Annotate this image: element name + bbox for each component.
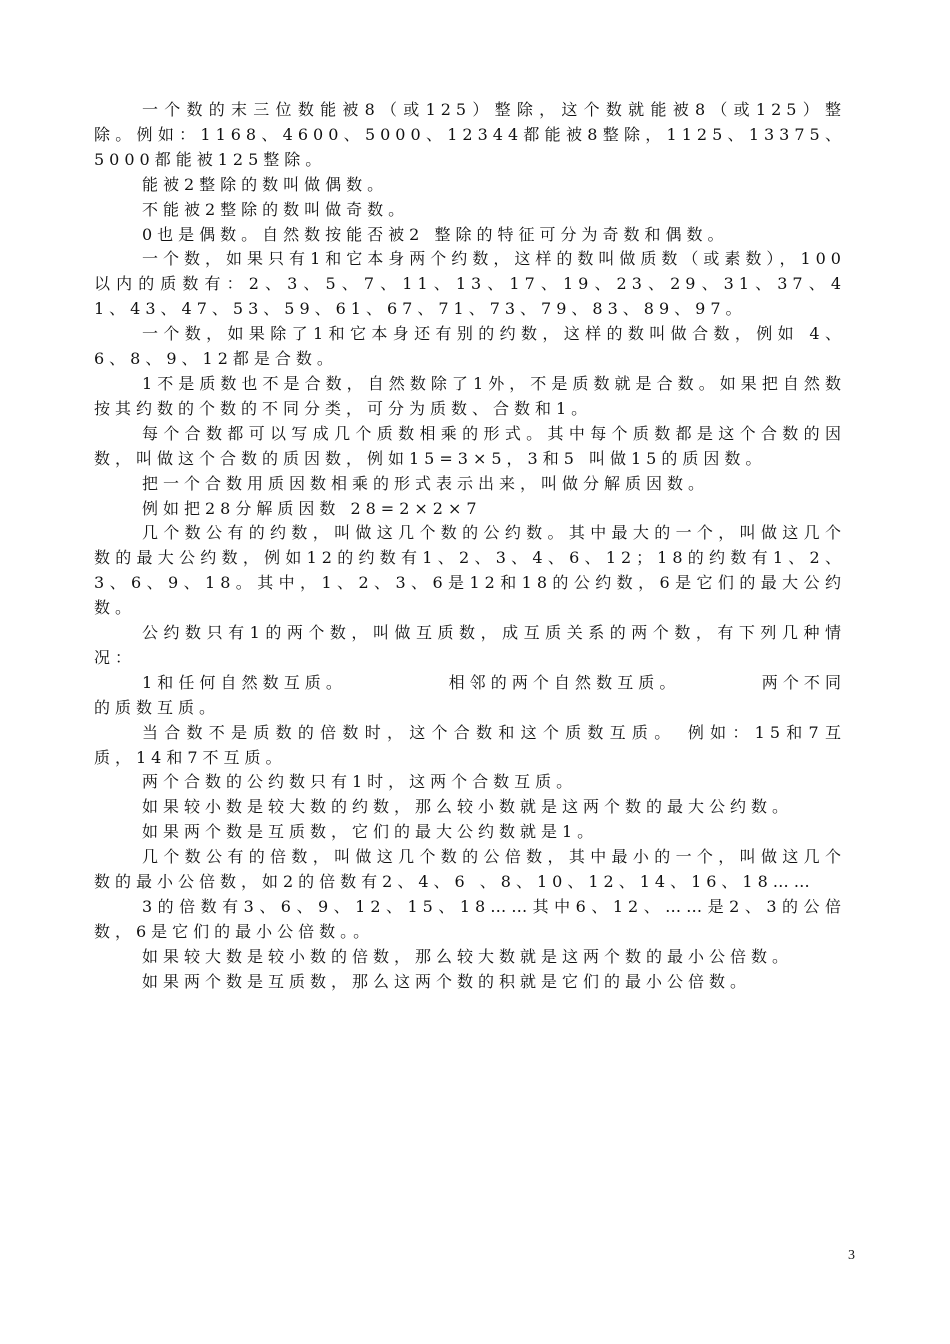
paragraph-19: 3的倍数有3、6、9、12、15、18……其中6、12、……是2、3的公倍数，6是它们的最小公倍数。。 (94, 897, 846, 941)
paragraph-12: 公约数只有1的两个数，叫做互质数，成互质关系的两个数，有下列几种情况： (94, 623, 846, 667)
paragraph-18: 几个数公有的倍数，叫做这几个数的公倍数，其中最小的一个，叫做这几个数的最小公倍数，如2的倍数有2、4、6 、8、10、12、14、16、18…… (94, 847, 846, 892)
paragraph-16: 如果较小数是较大数的约数，那么较小数就是这两个数的最大公约数。 (142, 797, 794, 817)
paragraph-3: 不能被2整除的数叫做奇数。 (142, 199, 410, 219)
paragraph-6: 一个数，如果除了1和它本身还有别的约数，这样的数叫做合数，例如 4、6、8、9、12都是合数。 (94, 324, 846, 369)
paragraph-14: 当合数不是质数的倍数时，这个合数和这个质数互质。 例如：15和7互质，14和7不互质。 (94, 722, 846, 767)
paragraph-9: 把一个合数用质因数相乘的形式表示出来，叫做分解质因数。 (142, 473, 710, 493)
paragraph-15: 两个合数的公约数只有1时，这两个合数互质。 (142, 772, 578, 792)
page-number: 3 (848, 1248, 855, 1263)
paragraph-13: 1和任何自然数互质。 相邻的两个自然数互质。 两个不同的质数互质。 (94, 672, 846, 717)
paragraph-20: 如果较大数是较小数的倍数，那么较大数就是这两个数的最小公倍数。 (142, 946, 794, 966)
paragraph-1: 一个数的末三位数能被8（或125）整除，这个数就能被8（或125）整除。例如：1168、4600、5000、12344都能被8整除，1125、13375、5000都能被125整除。 (94, 100, 846, 169)
paragraph-17: 如果两个数是互质数，它们的最大公约数就是1。 (142, 822, 599, 842)
paragraph-8: 每个合数都可以写成几个质数相乘的形式。其中每个质数都是这个合数的因数，叫做这个合数的质因数，例如15=3×5，3和5 叫做15的质因数。 (94, 423, 846, 468)
paragraph-11: 几个数公有的约数，叫做这几个数的公约数。其中最大的一个，叫做这几个数的最大公约数，例如12的约数有1、2、3、4、6、12；18的约数有1、2、3、6、9、18。其中，1、2、3、6是12和18的公约数，6是它们的最大公约数。 (94, 523, 846, 618)
paragraph-10: 例如把28分解质因数 28=2×2×7 (142, 498, 482, 518)
paragraph-2: 能被2整除的数叫做偶数。 (142, 174, 389, 194)
paragraph-21: 如果两个数是互质数，那么这两个数的积就是它们的最小公倍数。 (142, 971, 752, 991)
paragraph-5: 一个数，如果只有1和它本身两个约数，这样的数叫做质数（或素数），100以内的质数有：2、3、5、7、11、13、17、19、23、29、31、37、41、43、47、53、59、61、67、71、73、79、83、89、97。 (94, 249, 846, 319)
document-body (94, 98, 846, 995)
paragraph-4: 0也是偶数。自然数按能否被2 整除的特征可分为奇数和偶数。 (142, 224, 729, 244)
paragraph-7: 1不是质数也不是合数，自然数除了1外，不是质数就是合数。如果把自然数按其约数的个数的不同分类，可分为质数、合数和1。 (94, 373, 846, 418)
